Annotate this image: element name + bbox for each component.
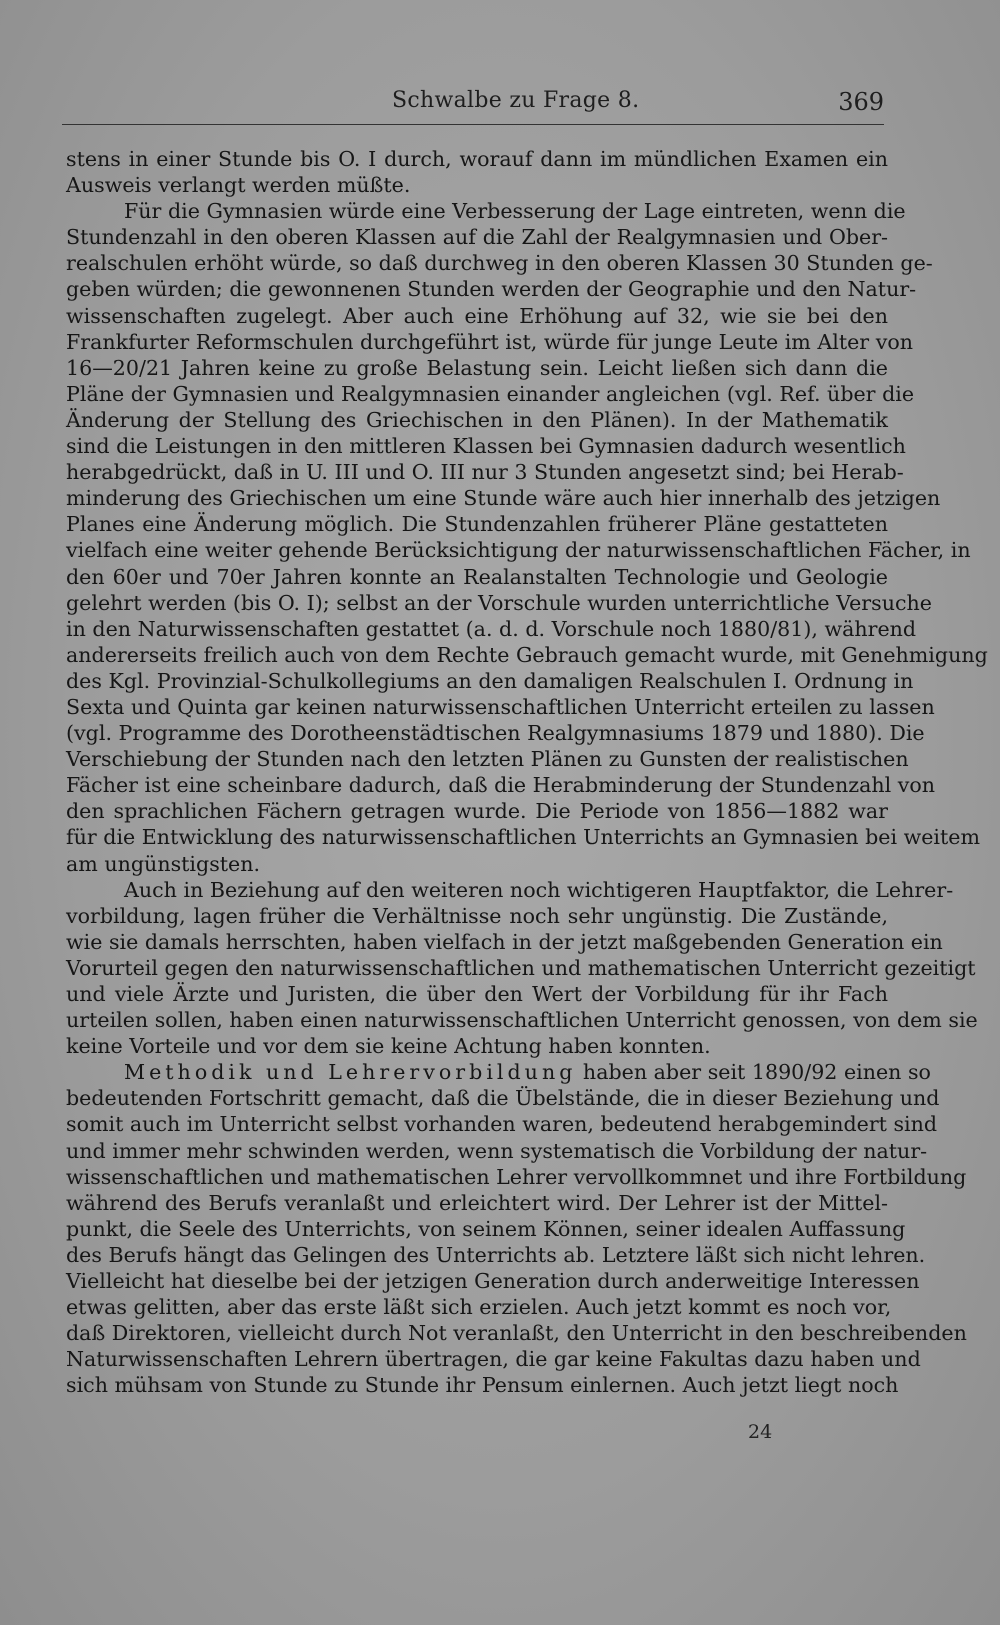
text-line: während des Berufs veranlaßt und erleichtert wird. Der Lehrer ist der Mittel-	[66, 1190, 888, 1215]
line-text: haben aber seit 1890/92 einen so	[576, 1060, 931, 1085]
text-line: minderung des Griechischen um eine Stunde wäre auch hier innerhalb des jetzigen	[66, 486, 941, 511]
text-line: Frankfurter Reformschulen durchgeführt ist, würde für junge Leute im Alter von	[66, 329, 913, 354]
text-line: realschulen erhöht würde, so daß durchweg in den oberen Klassen 30 Stunden ge-	[66, 251, 933, 276]
text-line: 16—20/21 Jahren keine zu große Belastung sein. Leicht ließen sich dann die	[66, 355, 888, 380]
text-line: bedeutenden Fortschritt gemacht, daß die Übelstände, die in dieser Beziehung und	[66, 1086, 940, 1111]
text-line: urteilen sollen, haben einen naturwissenschaftlichen Unterricht genossen, von dem sie	[66, 1008, 978, 1033]
page-number: 369	[838, 88, 884, 116]
text-line: geben würden; die gewonnenen Stunden werden der Geographie und den Natur-	[66, 277, 917, 302]
text-line: etwas gelitten, aber das erste läßt sich erzielen. Auch jetzt kommt es noch vor,	[66, 1295, 892, 1320]
text-line: gelehrt werden (bis O. I); selbst an der Vorschule wurden unterrichtliche Versuche	[66, 590, 932, 615]
text-line: herabgedrückt, daß in U. III und O. III nur 3 Stunden angesetzt sind; bei Herab-	[66, 460, 904, 485]
text-line: am ungünstigsten.	[66, 851, 261, 876]
text-line: für die Entwicklung des naturwissenschaftlichen Unterrichts an Gymnasien bei weitem	[66, 825, 980, 850]
text-line: und viele Ärzte und Juristen, die über den Wert der Vorbildung für ihr Fach	[66, 982, 888, 1006]
text-line: (vgl. Programme des Dorotheenstädtischen Realgymnasiums 1879 und 1880). Die	[66, 721, 925, 746]
text-line: Sexta und Quinta gar keinen naturwissenschaftlichen Unterricht erteilen zu lassen	[66, 694, 935, 719]
running-title: Schwalbe zu Frage 8.	[392, 88, 640, 113]
text-line: Stundenzahl in den oberen Klassen auf die Zahl der Realgymnasien und Ober-	[66, 225, 888, 250]
text-line: in den Naturwissenschaften gestattet (a. d. d. Vorschule noch 1880/81), während	[66, 616, 917, 641]
text-line: Verschiebung der Stunden nach den letzten Plänen zu Gunsten der realistischen	[66, 747, 909, 772]
text-line: wie sie damals herrschten, haben vielfach in der jetzt maßgebenden Generation ein	[66, 929, 943, 954]
text-line: Änderung der Stellung des Griechischen in den Plänen). In der Mathematik	[66, 407, 888, 432]
text-line: vorbildung, lagen früher die Verhältnisse noch sehr ungünstig. Die Zustände,	[66, 903, 888, 928]
text-line: Vorurteil gegen den naturwissenschaftlichen und mathematischen Unterricht gezeitigt	[66, 955, 976, 980]
text-line: des Berufs hängt das Gelingen des Unterrichts ab. Letztere läßt sich nicht lehren.	[66, 1242, 926, 1267]
printer-signature: 24	[748, 1421, 773, 1443]
text-line: Vielleicht hat dieselbe bei der jetzigen Generation durch anderweitige Interessen	[66, 1269, 920, 1294]
text-line: punkt, die Seele des Unterrichts, von seinem Können, seiner idealen Auffassung	[66, 1216, 906, 1241]
text-line: stens in einer Stunde bis O. I durch, worauf dann im mündlichen Examen ein	[66, 147, 888, 171]
text-line: Auch in Beziehung auf den weiteren noch wichtigeren Hauptfaktor, die Lehrer-	[124, 877, 954, 902]
text-line: Pläne der Gymnasien und Realgymnasien einander angleichen (vgl. Ref. über die	[66, 381, 915, 406]
text-line: sich mühsam von Stunde zu Stunde ihr Pensum einlernen. Auch jetzt liegt noch	[66, 1373, 899, 1398]
text-line: keine Vorteile und vor dem sie keine Achtung haben konnten.	[66, 1034, 711, 1059]
emphasized-text: Methodik und Lehrervorbildung	[124, 1060, 577, 1085]
text-line: andererseits freilich auch von dem Rechte Gebrauch gemacht wurde, mit Genehmigung	[66, 642, 988, 667]
text-line: den 60er und 70er Jahren konnte an Realanstalten Technologie und Geologie	[66, 564, 888, 589]
text-line: und immer mehr schwinden werden, wenn systematisch die Vorbildung der natur-	[66, 1138, 928, 1163]
text-line: somit auch im Unterricht selbst vorhanden waren, bedeutend herabgemindert sind	[66, 1112, 938, 1137]
text-line: des Kgl. Provinzial-Schulkollegiums an den damaligen Realschulen I. Ordnung in	[66, 668, 914, 693]
text-line: sind die Leistungen in den mittleren Klassen bei Gymnasien dadurch wesentlich	[66, 434, 906, 459]
text-line: Ausweis verlangt werden müßte.	[66, 173, 411, 198]
text-line: Naturwissenschaften Lehrern übertragen, die gar keine Fakultas dazu haben und	[66, 1347, 921, 1372]
text-line	[66, 1059, 931, 1085]
text-line: daß Direktoren, vielleicht durch Not veranlaßt, den Unterricht in den beschreibenden	[66, 1321, 967, 1346]
body-text	[66, 146, 988, 1399]
page-header	[62, 88, 884, 125]
text-line: Planes eine Änderung möglich. Die Stundenzahlen früherer Pläne gestatteten	[66, 512, 888, 537]
text-line: Für die Gymnasien würde eine Verbesserung der Lage eintreten, wenn die	[124, 199, 906, 224]
text-line: Fächer ist eine scheinbare dadurch, daß die Herabminderung der Stundenzahl von	[66, 773, 936, 798]
text-line: wissenschaftlichen und mathematischen Lehrer vervollkommnet und ihre Fortbildung	[66, 1164, 967, 1189]
text-line: wissenschaften zugelegt. Aber auch eine Erhöhung auf 32, wie sie bei den	[66, 303, 888, 328]
text-line: vielfach eine weiter gehende Berücksichtigung der naturwissenschaftlichen Fächer, in	[66, 538, 971, 563]
text-line: den sprachlichen Fächern getragen wurde. Die Periode von 1856—1882 war	[66, 799, 888, 824]
